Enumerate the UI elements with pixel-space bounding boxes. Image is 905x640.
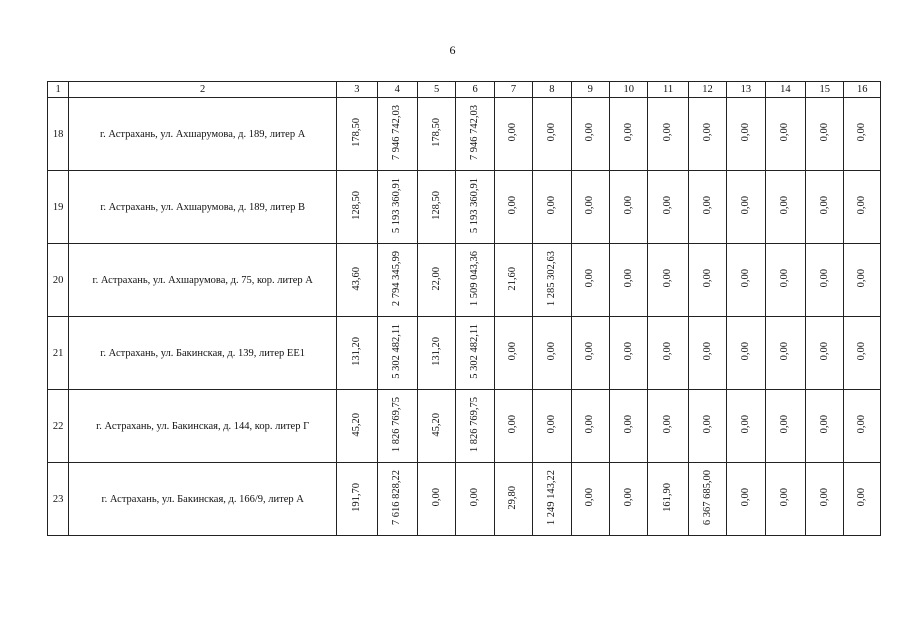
value-cell-col-9: [571, 390, 609, 463]
value-cell-col-12: [688, 171, 726, 244]
value-cell-col-14: [765, 171, 805, 244]
value-cell-col-14: [765, 390, 805, 463]
value-cell-col-5: [417, 463, 455, 536]
value-text: 1 285 302,63: [545, 250, 557, 307]
value-cell-col-10: [609, 463, 647, 536]
column-header-7: 7: [494, 82, 532, 98]
value-cell-col-3: [337, 244, 377, 317]
value-text: 45,20: [430, 412, 442, 437]
value-cell-col-7: [494, 317, 532, 390]
value-text: 0,00: [622, 415, 634, 434]
value-cell-col-14: [765, 317, 805, 390]
table-row: [48, 171, 881, 244]
value-cell-col-9: [571, 171, 609, 244]
value-cell-col-9: [571, 98, 609, 171]
value-cell-col-16: [844, 171, 881, 244]
row-number-cell: 20: [48, 244, 69, 317]
value-text: 191,70: [350, 483, 362, 512]
value-text: 0,00: [856, 196, 868, 215]
value-text: 0,00: [662, 196, 674, 215]
value-text: 5 302 482,11: [469, 324, 481, 379]
page-number: 6: [449, 43, 456, 57]
value-cell-col-8: [533, 171, 571, 244]
value-cell-col-11: [648, 390, 688, 463]
value-cell-col-13: [727, 317, 765, 390]
value-text: 0,00: [662, 342, 674, 361]
value-cell-col-13: [727, 171, 765, 244]
value-text: 0,00: [856, 269, 868, 288]
value-text: 178,50: [350, 118, 362, 147]
value-text: 178,50: [430, 118, 442, 147]
value-text: 0,00: [818, 342, 830, 361]
address-cell: г. Астрахань, ул. Бакинская, д. 144, кор. литер Г: [69, 390, 337, 463]
value-cell-col-12: [688, 317, 726, 390]
value-cell-col-16: [844, 244, 881, 317]
value-cell-col-6: [456, 98, 494, 171]
table-row: [48, 98, 881, 171]
value-text: 0,00: [856, 342, 868, 361]
column-header-14: 14: [765, 82, 805, 98]
row-number-cell: 22: [48, 390, 69, 463]
column-header-5: 5: [417, 82, 455, 98]
value-text: 7 946 742,03: [469, 104, 481, 161]
value-cell-col-7: [494, 390, 532, 463]
value-text: 161,90: [662, 483, 674, 512]
value-text: 0,00: [856, 123, 868, 142]
value-cell-col-15: [806, 317, 844, 390]
value-cell-col-10: [609, 171, 647, 244]
value-cell-col-5: [417, 244, 455, 317]
value-text: 131,20: [430, 337, 442, 366]
value-cell-col-10: [609, 390, 647, 463]
value-text: 131,20: [350, 337, 362, 366]
value-cell-col-15: [806, 171, 844, 244]
value-cell-col-14: [765, 98, 805, 171]
value-cell-col-7: [494, 244, 532, 317]
value-text: 0,00: [545, 123, 557, 142]
value-cell-col-6: [456, 244, 494, 317]
column-header-8: 8: [533, 82, 571, 98]
value-text: 0,00: [507, 342, 519, 361]
value-text: 0,00: [701, 123, 713, 142]
value-text: 6 367 685,00: [701, 469, 713, 526]
value-cell-col-3: [337, 463, 377, 536]
value-cell-col-16: [844, 390, 881, 463]
value-text: 0,00: [779, 415, 791, 434]
value-cell-col-11: [648, 317, 688, 390]
value-text: 5 193 360,91: [391, 177, 403, 234]
value-text: 0,00: [818, 196, 830, 215]
value-text: 0,00: [701, 196, 713, 215]
value-cell-col-9: [571, 317, 609, 390]
value-text: 0,00: [622, 196, 634, 215]
column-header-16: 16: [844, 82, 881, 98]
value-cell-col-14: [765, 244, 805, 317]
column-header-12: 12: [688, 82, 726, 98]
value-text: 0,00: [701, 269, 713, 288]
value-cell-col-16: [844, 317, 881, 390]
value-text: 0,00: [739, 196, 751, 215]
value-text: 7 616 828,22: [391, 469, 403, 526]
value-text: 2 794 345,99: [391, 250, 403, 307]
column-header-10: 10: [609, 82, 647, 98]
value-text: 1 826 769,75: [469, 396, 481, 453]
value-cell-col-3: [337, 98, 377, 171]
value-cell-col-7: [494, 463, 532, 536]
value-cell-col-12: [688, 390, 726, 463]
value-cell-col-3: [337, 317, 377, 390]
value-cell-col-6: [456, 390, 494, 463]
value-cell-col-14: [765, 463, 805, 536]
value-cell-col-11: [648, 98, 688, 171]
value-cell-col-10: [609, 317, 647, 390]
value-text: 43,60: [350, 266, 362, 291]
value-text: 45,20: [350, 412, 362, 437]
value-cell-col-12: [688, 463, 726, 536]
value-cell-col-4: [377, 317, 417, 390]
value-text: 0,00: [779, 342, 791, 361]
value-cell-col-8: [533, 463, 571, 536]
value-cell-col-5: [417, 98, 455, 171]
value-text: 0,00: [739, 342, 751, 361]
value-text: 0,00: [507, 415, 519, 434]
column-header-3: 3: [337, 82, 377, 98]
value-text: 0,00: [584, 269, 596, 288]
value-text: 0,00: [818, 269, 830, 288]
value-text: 0,00: [584, 415, 596, 434]
value-text: 0,00: [779, 123, 791, 142]
value-text: 0,00: [739, 488, 751, 507]
value-text: 0,00: [818, 488, 830, 507]
value-text: 128,50: [430, 191, 442, 220]
value-cell-col-8: [533, 317, 571, 390]
value-text: 0,00: [622, 269, 634, 288]
value-text: 0,00: [545, 196, 557, 215]
table-row: [48, 390, 881, 463]
value-text: 0,00: [779, 196, 791, 215]
value-cell-col-10: [609, 98, 647, 171]
value-cell-col-4: [377, 463, 417, 536]
value-text: 29,80: [507, 485, 519, 510]
column-number-header-row: [48, 82, 881, 98]
value-text: 0,00: [701, 415, 713, 434]
value-text: 22,00: [430, 266, 442, 291]
value-text: 0,00: [507, 196, 519, 215]
value-text: 0,00: [739, 415, 751, 434]
address-cell: г. Астрахань, ул. Бакинская, д. 139, литер ЕЕ1: [69, 317, 337, 390]
value-cell-col-11: [648, 171, 688, 244]
value-text: 0,00: [739, 269, 751, 288]
value-cell-col-5: [417, 171, 455, 244]
value-cell-col-7: [494, 171, 532, 244]
address-cell: г. Астрахань, ул. Ахшарумова, д. 189, литер В: [69, 171, 337, 244]
column-header-11: 11: [648, 82, 688, 98]
value-text: 1 826 769,75: [391, 396, 403, 453]
column-header-1: 1: [48, 82, 69, 98]
value-text: 0,00: [584, 196, 596, 215]
value-text: 7 946 742,03: [391, 104, 403, 161]
table-row: [48, 244, 881, 317]
value-cell-col-15: [806, 244, 844, 317]
value-text: 0,00: [584, 488, 596, 507]
value-cell-col-15: [806, 390, 844, 463]
value-text: 0,00: [469, 488, 481, 507]
value-cell-col-11: [648, 463, 688, 536]
value-cell-col-3: [337, 171, 377, 244]
value-text: 21,60: [507, 266, 519, 291]
value-text: 5 193 360,91: [469, 177, 481, 234]
value-cell-col-3: [337, 390, 377, 463]
value-cell-col-13: [727, 98, 765, 171]
column-header-2: 2: [69, 82, 337, 98]
value-cell-col-4: [377, 390, 417, 463]
value-cell-col-10: [609, 244, 647, 317]
value-cell-col-9: [571, 244, 609, 317]
value-cell-col-13: [727, 244, 765, 317]
value-cell-col-12: [688, 98, 726, 171]
value-text: 0,00: [701, 342, 713, 361]
value-cell-col-13: [727, 463, 765, 536]
value-cell-col-13: [727, 390, 765, 463]
value-text: 0,00: [622, 123, 634, 142]
row-number-cell: 21: [48, 317, 69, 390]
table-row: [48, 463, 881, 536]
value-text: 0,00: [584, 123, 596, 142]
value-text: 0,00: [622, 342, 634, 361]
value-cell-col-4: [377, 244, 417, 317]
registry-table: [47, 81, 881, 536]
value-text: 128,50: [350, 191, 362, 220]
value-text: 0,00: [545, 342, 557, 361]
value-cell-col-6: [456, 317, 494, 390]
value-text: 0,00: [779, 269, 791, 288]
address-cell: г. Астрахань, ул. Ахшарумова, д. 189, литер А: [69, 98, 337, 171]
value-text: 5 302 482,11: [391, 324, 403, 379]
value-text: 0,00: [622, 488, 634, 507]
value-text: 0,00: [856, 415, 868, 434]
value-text: 1 509 043,36: [469, 250, 481, 307]
value-cell-col-12: [688, 244, 726, 317]
value-cell-col-5: [417, 390, 455, 463]
value-text: 0,00: [662, 415, 674, 434]
row-number-cell: 23: [48, 463, 69, 536]
row-number-cell: 19: [48, 171, 69, 244]
column-header-4: 4: [377, 82, 417, 98]
value-cell-col-16: [844, 463, 881, 536]
value-cell-col-15: [806, 98, 844, 171]
value-text: 0,00: [584, 342, 596, 361]
value-cell-col-11: [648, 244, 688, 317]
value-text: 0,00: [430, 488, 442, 507]
value-cell-col-7: [494, 98, 532, 171]
value-text: 0,00: [818, 123, 830, 142]
value-cell-col-4: [377, 171, 417, 244]
table-row: [48, 317, 881, 390]
row-number-cell: 18: [48, 98, 69, 171]
value-text: 0,00: [739, 123, 751, 142]
value-text: 0,00: [507, 123, 519, 142]
value-cell-col-9: [571, 463, 609, 536]
value-cell-col-16: [844, 98, 881, 171]
value-cell-col-5: [417, 317, 455, 390]
value-cell-col-6: [456, 463, 494, 536]
value-text: 0,00: [662, 269, 674, 288]
value-text: 1 249 143,22: [545, 469, 557, 526]
value-text: 0,00: [818, 415, 830, 434]
column-header-6: 6: [456, 82, 494, 98]
address-cell: г. Астрахань, ул. Бакинская, д. 166/9, литер А: [69, 463, 337, 536]
value-cell-col-8: [533, 98, 571, 171]
value-text: 0,00: [856, 488, 868, 507]
value-cell-col-4: [377, 98, 417, 171]
value-text: 0,00: [662, 123, 674, 142]
address-cell: г. Астрахань, ул. Ахшарумова, д. 75, кор. литер А: [69, 244, 337, 317]
value-cell-col-15: [806, 463, 844, 536]
value-cell-col-6: [456, 171, 494, 244]
column-header-13: 13: [727, 82, 765, 98]
value-text: 0,00: [545, 415, 557, 434]
column-header-15: 15: [806, 82, 844, 98]
value-cell-col-8: [533, 390, 571, 463]
value-text: 0,00: [779, 488, 791, 507]
value-cell-col-8: [533, 244, 571, 317]
column-header-9: 9: [571, 82, 609, 98]
